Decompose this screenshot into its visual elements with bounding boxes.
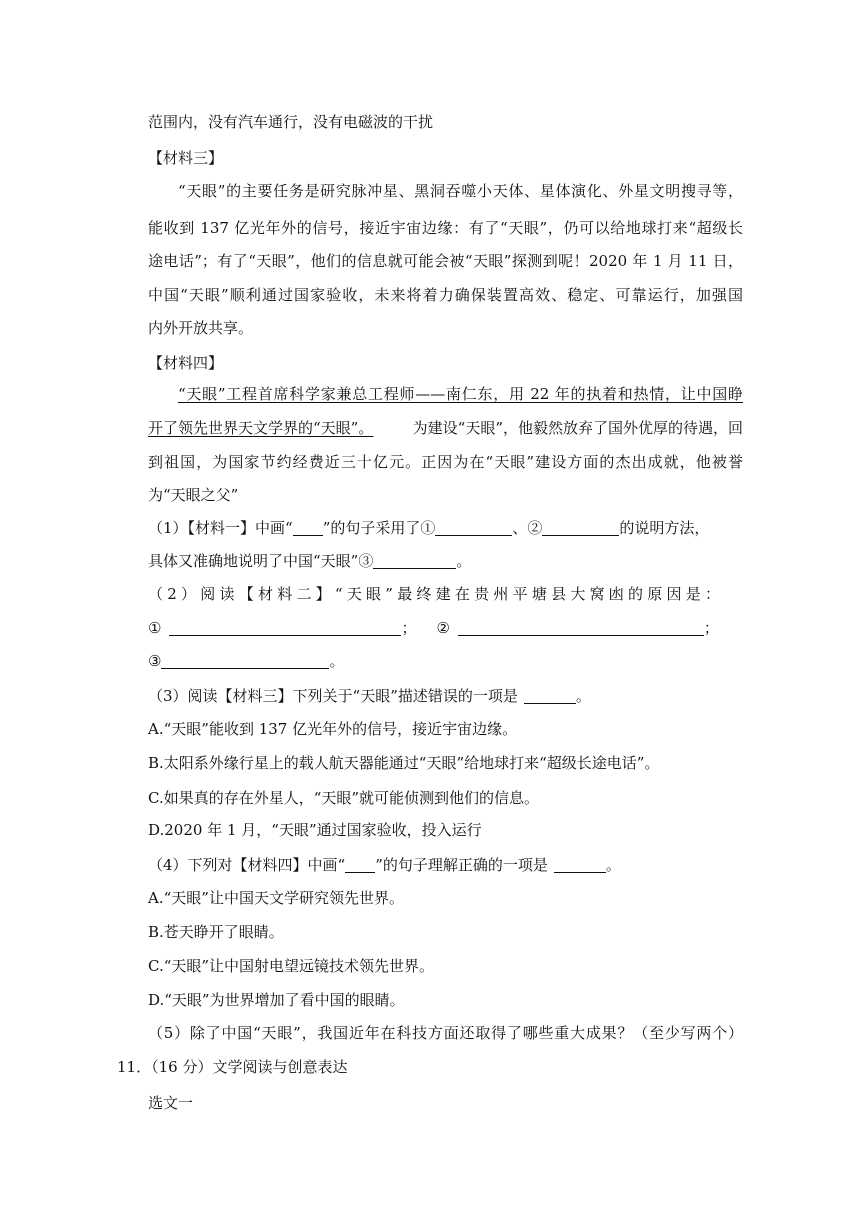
text-segment: 。 bbox=[329, 652, 345, 670]
text-segment: （4）下列对【材料四】中画“ bbox=[148, 856, 346, 874]
option-a: A.“天眼”能收到 137 亿光年外的信号，接近宇宙边缘。 bbox=[148, 720, 518, 738]
text-segment: 、② bbox=[512, 519, 543, 537]
answer-blank[interactable] bbox=[458, 619, 704, 636]
option-b: B.太阳系外缘行星上的载人航天器能通过“天眼”给地球打来“超级长途电话”。 bbox=[148, 754, 660, 772]
underline-marker bbox=[345, 856, 375, 873]
text-segment: 为建设“天眼”，他毅然放弃了国外优厚的待遇，回 bbox=[412, 419, 743, 437]
option-c: C.“天眼”让中国射电望远镜技术领先世界。 bbox=[148, 957, 435, 975]
text-segment: （1）【材料一】中画“ bbox=[148, 519, 293, 537]
text-segment: 。 bbox=[575, 687, 591, 705]
text-segment: ； bbox=[401, 619, 417, 637]
text-segment: 具体又准确地说明了中国“天眼”③ bbox=[148, 552, 374, 570]
question-2-answers bbox=[148, 651, 344, 671]
question-1 bbox=[148, 518, 709, 538]
text-segment: 。 bbox=[456, 552, 472, 570]
option-d: D.“天眼”为世界增加了看中国的眼睛。 bbox=[148, 991, 405, 1009]
answer-blank[interactable] bbox=[554, 856, 606, 873]
text-line: 为“天眼之父” bbox=[148, 486, 239, 504]
option-c: C.如果真的存在外星人，“天眼”就可能侦测到他们的信息。 bbox=[148, 789, 540, 807]
answer-blank[interactable] bbox=[169, 619, 401, 636]
option-d: D.2020 年 1 月，“天眼”通过国家验收，投入运行 bbox=[148, 821, 482, 839]
text-line: 途电话”；有了“天眼”，他们的信息就可能会被“天眼”探测到呢！2020 年 1 月 11 日， bbox=[148, 252, 743, 270]
text-segment: ； bbox=[703, 619, 719, 637]
text-line: 范围内，没有汽车通行，没有电磁波的干扰 bbox=[148, 113, 434, 131]
text-line: 能收到 137 亿光年外的信号，接近宇宙边缘：有了“天眼”，仍可以给地球打来“超级长 bbox=[148, 219, 743, 237]
text-line: 中国“天眼”顺利通过国家验收，未来将着力确保装置高效、稳定、可靠运行，加强国 bbox=[148, 286, 743, 304]
text-segment: ”的句子采用了① bbox=[322, 519, 436, 537]
material-four-heading: 【材料四】 bbox=[148, 354, 224, 372]
option-b: B.苍天睁开了眼睛。 bbox=[148, 923, 284, 941]
material-three-heading: 【材料三】 bbox=[148, 149, 224, 167]
answer-blank[interactable] bbox=[373, 552, 456, 569]
text-line: 内外开放共享。 bbox=[148, 319, 254, 337]
circled-number: ② bbox=[436, 619, 450, 637]
circled-number: ③ bbox=[148, 652, 162, 670]
text-line bbox=[148, 418, 743, 438]
excerpt-label: 选文一 bbox=[148, 1094, 194, 1112]
answer-blank[interactable] bbox=[161, 652, 329, 669]
answer-blank[interactable] bbox=[435, 519, 512, 536]
text-line: “天眼”的主要任务是研究脉冲星、黑洞吞噬小天体、星体演化、外星文明搜寻等， bbox=[178, 182, 743, 200]
question-2-answers bbox=[148, 618, 719, 638]
underlined-sentence: “天眼”工程首席科学家兼总工程师——南仁东，用 22 年的执着和热情，让中国睁 bbox=[178, 385, 743, 403]
circled-number: ① bbox=[148, 619, 162, 637]
question-5: （5）除了中国“天眼”，我国近年在科技方面还取得了哪些重大成果？（至少写两个） bbox=[148, 1024, 743, 1042]
text-segment: 。 bbox=[605, 856, 621, 874]
question-11-heading: 11．（16 分）文学阅读与创意表达 bbox=[117, 1058, 348, 1076]
text-segment: （3）阅读【材料三】下列关于“天眼”描述错误的一项是 bbox=[148, 687, 518, 705]
option-a: A.“天眼”让中国天文学研究领先世界。 bbox=[148, 889, 404, 907]
text-line: 到祖国，为国家节约经费近三十亿元。正因为在“天眼”建设方面的杰出成就，他被誉 bbox=[148, 453, 743, 471]
question-1-continued bbox=[148, 551, 471, 571]
underline-marker bbox=[293, 519, 323, 536]
question-4 bbox=[148, 855, 621, 875]
text-segment: 的说明方法， bbox=[619, 519, 710, 537]
question-2: （2）阅读【材料二】“天眼”最终建在贵州平塘县大窝凼的原因是： bbox=[148, 585, 720, 603]
answer-blank[interactable] bbox=[542, 519, 619, 536]
text-segment: ”的句子理解正确的一项是 bbox=[375, 856, 548, 874]
question-3 bbox=[148, 686, 591, 706]
underlined-sentence: 开了领先世界天文学界的“天眼”。 bbox=[148, 419, 374, 437]
answer-blank[interactable] bbox=[524, 687, 576, 704]
